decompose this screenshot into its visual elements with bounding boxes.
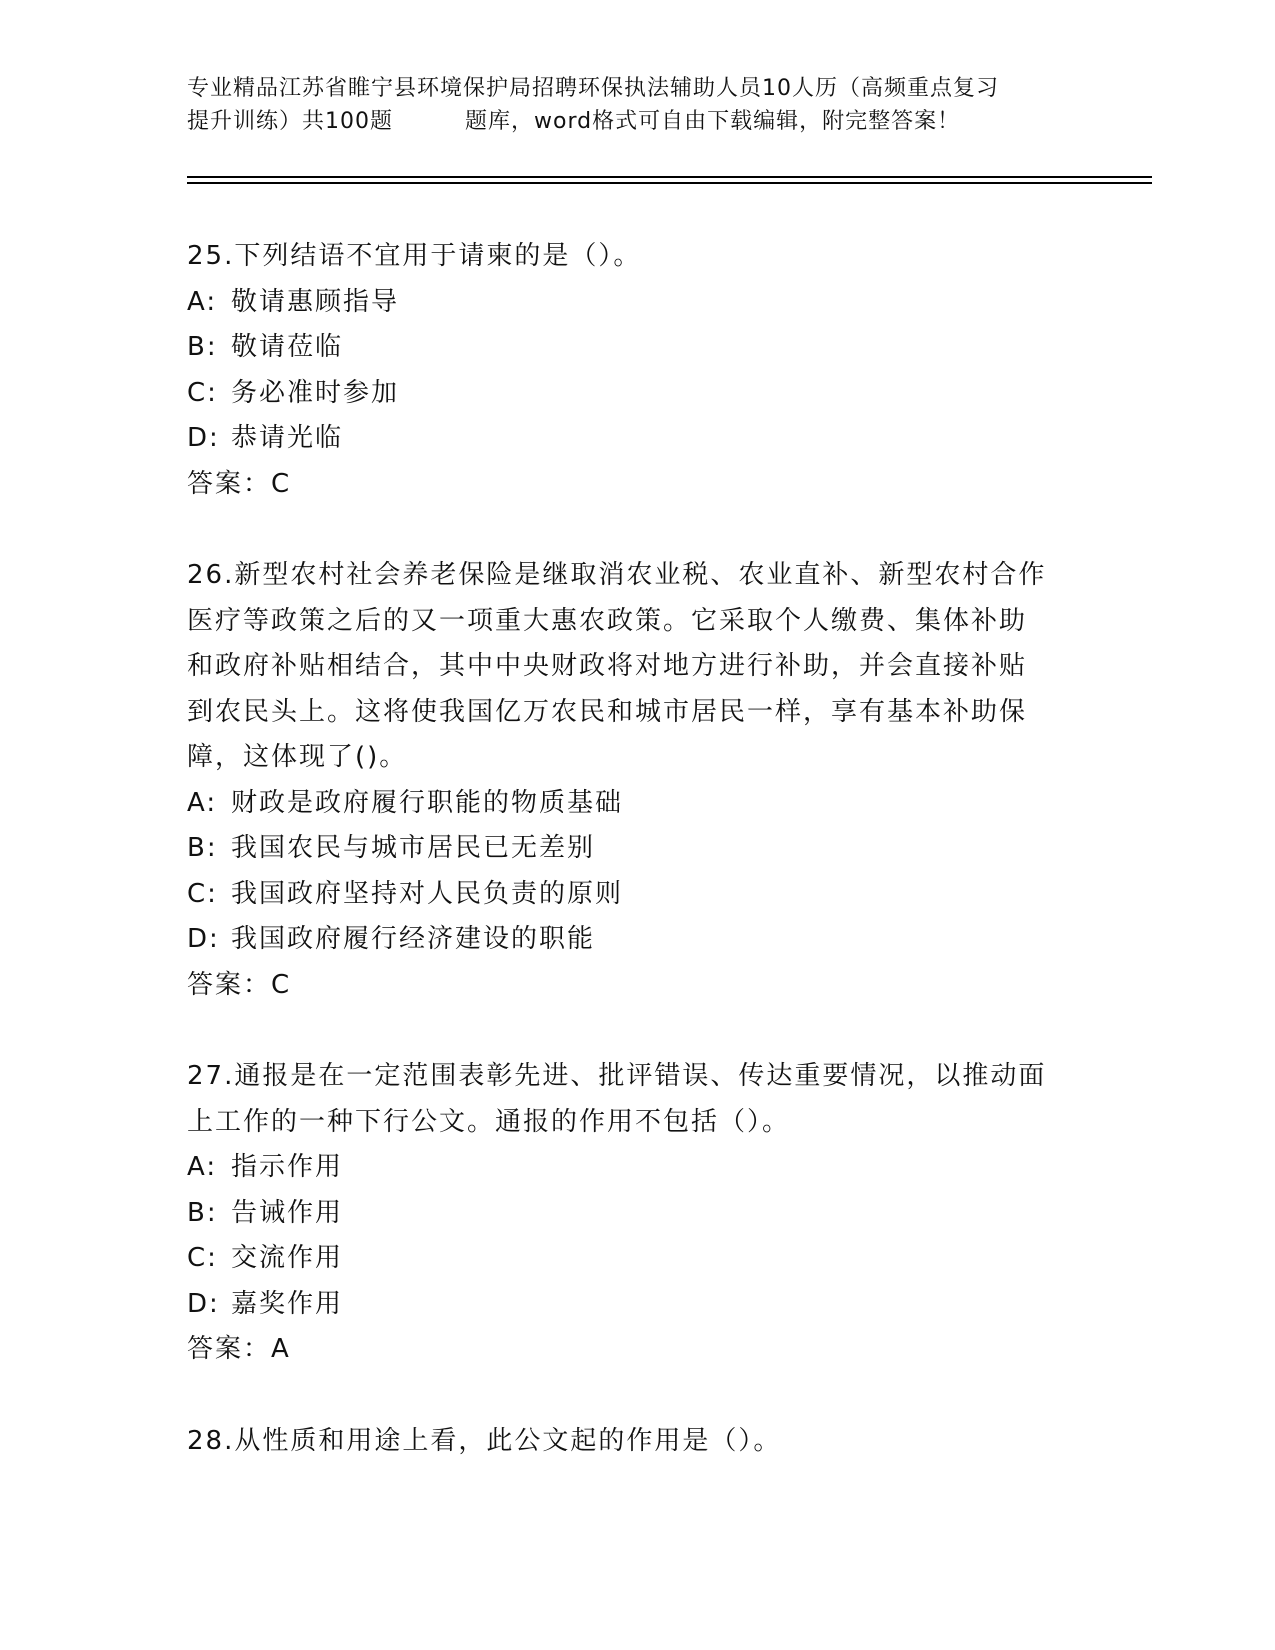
header-line-2-part-1: 提升训练）共100题 xyxy=(187,109,393,134)
question-28 xyxy=(187,1419,1087,1465)
option-c xyxy=(187,371,1087,417)
document-header xyxy=(187,72,1087,138)
answer: 答案：C xyxy=(187,969,292,1000)
question-list xyxy=(187,234,1087,1510)
question-26 xyxy=(187,553,1087,1008)
option-text: 务必准时参加 xyxy=(231,377,400,408)
option-text: 交流作用 xyxy=(231,1243,344,1273)
question-27 xyxy=(187,1054,1087,1373)
option-text: 财政是政府履行职能的物质基础 xyxy=(231,787,624,818)
question-text: 25.下列结语不宜用于请柬的是（）。 xyxy=(187,241,642,271)
option-d xyxy=(187,917,1087,963)
option-key: D: xyxy=(187,423,220,453)
option-text: 我国农民与城市居民已无差别 xyxy=(231,833,596,863)
question-text-line: 27.通报是在一定范围表彰先进、批评错误、传达重要情况，以推动面 xyxy=(187,1061,1047,1091)
option-text: 我国政府履行经济建设的职能 xyxy=(231,924,596,954)
option-a xyxy=(187,280,1087,326)
question-text-line: 上工作的一种下行公文。通报的作用不包括（）。 xyxy=(187,1106,791,1137)
option-key: C: xyxy=(187,878,218,909)
option-a xyxy=(187,1145,1087,1191)
question-text: 28.从性质和用途上看，此公文起的作用是（）。 xyxy=(187,1425,782,1456)
option-b xyxy=(187,1191,1087,1237)
option-key: C: xyxy=(187,377,218,408)
option-a xyxy=(187,781,1087,827)
option-text: 告诫作用 xyxy=(231,1197,344,1228)
option-key: B: xyxy=(187,1197,218,1228)
question-25 xyxy=(187,234,1087,507)
option-key: D: xyxy=(187,1288,220,1319)
option-text: 我国政府坚持对人民负责的原则 xyxy=(231,878,624,909)
answer: 答案：A xyxy=(187,1334,291,1364)
question-text-line: 医疗等政策之后的又一项重大惠农政策。它采取个人缴费、集体补助 xyxy=(187,605,1028,636)
option-b xyxy=(187,325,1087,371)
option-text: 嘉奖作用 xyxy=(231,1288,344,1319)
header-line-1: 专业精品江苏省睢宁县环境保护局招聘环保执法辅助人员10人历（高频重点复习 xyxy=(187,76,999,101)
option-key: B: xyxy=(187,833,218,863)
option-text: 敬请惠顾指导 xyxy=(231,286,400,317)
answer: 答案：C xyxy=(187,468,292,499)
question-text-line: 和政府补贴相结合，其中中央财政将对地方进行补助，并会直接补贴 xyxy=(187,651,1028,681)
option-text: 指示作用 xyxy=(231,1152,344,1182)
option-d xyxy=(187,416,1087,462)
question-text-line: 障，这体现了()。 xyxy=(187,742,408,772)
question-text-line: 到农民头上。这将使我国亿万农民和城市居民一样，享有基本补助保 xyxy=(187,696,1028,727)
option-b xyxy=(187,826,1087,872)
option-key: B: xyxy=(187,332,218,362)
option-key: D: xyxy=(187,924,220,954)
header-line-2 xyxy=(187,105,1087,138)
option-key: C: xyxy=(187,1243,218,1273)
option-d xyxy=(187,1282,1087,1328)
header-divider-bottom xyxy=(187,182,1152,184)
option-key: A: xyxy=(187,286,218,317)
option-text: 敬请莅临 xyxy=(231,332,344,362)
option-text: 恭请光临 xyxy=(231,423,344,453)
option-c xyxy=(187,1236,1087,1282)
option-c xyxy=(187,872,1087,918)
header-line-2-part-2: 题库，word格式可自由下载编辑，附完整答案！ xyxy=(465,109,961,134)
option-key: A: xyxy=(187,787,218,818)
header-divider-top xyxy=(187,176,1152,178)
question-text-line: 26.新型农村社会养老保险是继取消农业税、农业直补、新型农村合作 xyxy=(187,560,1047,590)
option-key: A: xyxy=(187,1152,218,1182)
